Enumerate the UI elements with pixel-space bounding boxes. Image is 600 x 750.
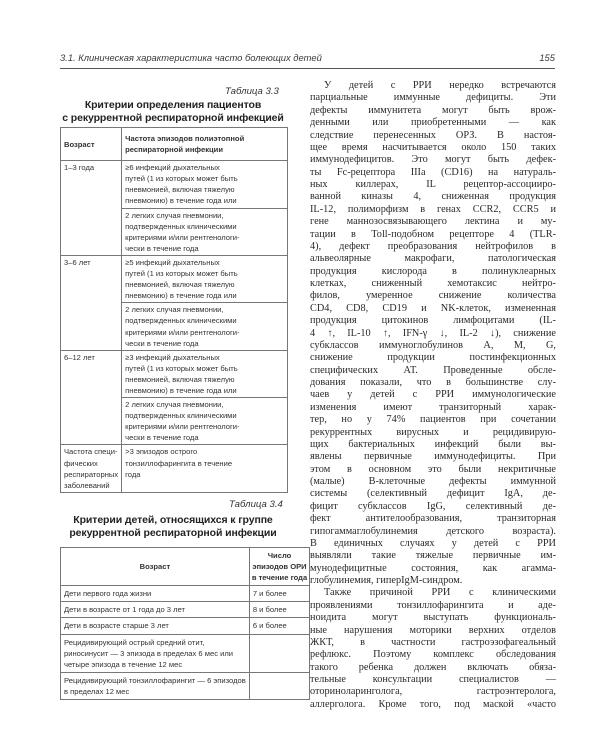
cell-line: пневмонию) в течение года или — [125, 385, 237, 395]
cell-line: Рецидивирующий тонзиллофарингит — 6 эпизодов — [64, 675, 246, 685]
text-line: иммунодефицитов. Это могут быть дефек- — [310, 154, 556, 166]
cell-line: пневмонией, включая тяжелую — [125, 280, 235, 290]
text-line: выявляли такие тяжелые первичные им- — [310, 550, 556, 562]
header-line: респираторной инфекции — [125, 145, 224, 155]
text-line: щих бактериальных инфекций были вы- — [310, 438, 556, 450]
text-line: альвеолярные макрофаги, патологическая — [310, 253, 556, 265]
cell-line: подтвержденных клиническими — [125, 221, 237, 231]
text-line: филов, умеренное снижение количества — [310, 290, 556, 302]
text-line: IL-12, полиморфизм в генах CCR2, CCR5 и — [310, 203, 556, 215]
cell-line: пневмонией, включая тяжелую — [125, 374, 235, 384]
table-3-4-title-line: Критерии детей, относящихся к группе — [73, 514, 273, 526]
cell-line: путей (1 из которых может быть — [125, 269, 238, 279]
text-line: 4 ↑, IL-10 ↑, IFN-γ ↓, IL-2 ↓), снижение — [310, 327, 556, 339]
table-row — [61, 161, 288, 208]
cell-line: Дети первого года жизни — [64, 589, 152, 599]
table-row — [61, 634, 310, 672]
column-header-frequency — [122, 128, 288, 161]
text-line: гипогаммаглобулинемия детского возраста). — [310, 525, 556, 537]
text-line: дования показали, что в большинстве слу- — [310, 377, 556, 388]
cell-line: Дети в возрасте старше 3 лет — [64, 621, 169, 631]
table-3-4-title — [60, 514, 286, 540]
text-line: такого ребенка должен включать обяза- — [310, 661, 556, 673]
text-line: чаев у детей с РРИ иммунологические — [310, 389, 556, 401]
text-line: специфических АТ. Проведенные обсле- — [310, 364, 556, 376]
cell-line: 2 легких случая пневмонии, — [125, 210, 224, 220]
table-row — [61, 672, 310, 699]
text-line: субклассов иммуноглобулинов A, M, G, — [310, 339, 556, 351]
table-3-3-title-line: с рекуррентной респираторной инфекцией — [62, 112, 284, 124]
text-line: ты Fc-рецептора IIIa (CD16) на натураль- — [310, 166, 556, 178]
table-row — [61, 586, 310, 602]
cell-line: критериями и/или рентгенологи- — [125, 327, 240, 337]
criterion-cell — [61, 672, 250, 699]
text-line: этом в основном это были некритичные — [310, 463, 556, 475]
table-row — [61, 350, 288, 397]
cell-line: 2 легких случая пневмонии, — [125, 305, 224, 315]
cell-line: 1–3 года — [64, 163, 95, 173]
table-3-4 — [60, 547, 310, 700]
column-header-count — [249, 548, 309, 586]
table-row — [61, 602, 310, 618]
table-3-3-body — [61, 161, 288, 493]
cell-line: подтвержденных клиническими — [125, 316, 237, 326]
text-line: ноидита могут выступать функциональ- — [310, 612, 556, 624]
text-line: проявлениями тонзиллофарингита и аде- — [310, 599, 556, 611]
criterion-cell — [61, 618, 250, 634]
body-text-column — [310, 80, 556, 711]
text-line: рефлюкс. Поэтому комплекс обследования — [310, 649, 556, 661]
header-line: в течение года — [251, 573, 308, 583]
text-line: клетках, сниженный хемотаксис нейтро- — [310, 278, 556, 289]
text-line: дефекты иммунитета могут быть врож- — [310, 104, 556, 116]
age-cell — [61, 161, 122, 256]
text-line: щее время насчитывается около 150 таких — [310, 141, 556, 153]
cell-line: Рецидивирующий острый средний отит, — [64, 637, 205, 647]
text-line: фект антителообразования, транзиторная — [310, 513, 556, 525]
text-line: фицит субклассов IgG, селективный де- — [310, 500, 556, 512]
table-row — [61, 255, 288, 302]
text-line: глобулинемия, гиперIgM-синдром. — [310, 575, 463, 586]
table-row — [61, 445, 288, 492]
cell-line: 2 легких случая пневмонии, — [125, 400, 224, 410]
cell-line: ≥3 инфекций дыхательных — [125, 352, 220, 362]
frequency-cell — [122, 350, 288, 397]
column-header-age: Возраст — [61, 548, 250, 586]
cell-line: подтвержденных клиническими — [125, 411, 237, 421]
cell-line: Дети в возрасте от 1 года до 3 лет — [64, 605, 186, 615]
cell-line: года — [125, 469, 141, 479]
body-paragraph — [310, 587, 556, 711]
text-line: У детей с РРИ нередко встречаются — [324, 80, 556, 91]
table-3-3-title — [60, 99, 286, 125]
cell-line: 3–6 лет — [64, 257, 91, 267]
text-line: явлены первичные иммунодефициты. При — [310, 451, 556, 463]
cell-line: чески в течение года — [125, 433, 199, 443]
cell-line: путей (1 из которых может быть — [125, 363, 238, 373]
frequency-cell — [122, 208, 288, 255]
cell-line: ≥6 инфекций дыхательных — [125, 163, 220, 173]
cell-line: критериями и/или рентгенологи- — [125, 232, 240, 242]
criterion-cell — [61, 602, 250, 618]
text-line: (малые) В-клеточные дефекты иммунной — [310, 476, 556, 487]
cell-line: Частота специ- — [64, 447, 118, 457]
frequency-cell — [122, 445, 288, 492]
text-line: ные нарушения моторики верхних отделов — [310, 624, 556, 636]
episodes-cell: 6 и более — [249, 618, 309, 634]
table-3-3-caption: Таблица 3.3 — [225, 86, 279, 97]
header-line: Частота эпизодов полиэтопной — [125, 134, 245, 143]
text-line: снижение продукции постинфекционных — [310, 352, 556, 364]
frequency-cell — [122, 398, 288, 445]
table-3-4-caption: Таблица 3.4 — [229, 499, 283, 510]
text-line: парциальные иммунные дефициты. Эти — [310, 92, 556, 104]
text-line: тельные консультации специалистов — — [310, 674, 556, 685]
text-line: гене маннозосвязывающего лектина и му- — [310, 216, 556, 228]
cell-line: путей (1 из которых может быть — [125, 174, 238, 184]
text-line: аллерголога. Кроме того, под маской «часто — [310, 698, 556, 710]
cell-line: чески в течение года — [125, 338, 199, 348]
cell-line: фических — [64, 458, 98, 468]
text-line: продукция кислорода в полинуклеарных — [310, 265, 556, 277]
age-cell — [61, 445, 122, 492]
cell-line: ≥5 инфекций дыхательных — [125, 257, 220, 267]
column-header-age: Возраст — [61, 128, 122, 161]
table-3-4-title-line: рекуррентной респираторной инфекции — [69, 527, 277, 539]
frequency-cell — [122, 161, 288, 208]
cell-line: четыре эпизода в течение 12 мес — [64, 659, 183, 669]
running-header — [60, 52, 555, 68]
episodes-cell — [249, 672, 309, 699]
text-line: 4), дефект преобразования нейтрофилов в — [310, 240, 556, 252]
cell-line: в пределах 12 мес — [64, 686, 130, 696]
criterion-cell — [61, 634, 250, 672]
cell-line: риносинусит — 3 эпизода в пределах 6 мес или — [64, 648, 234, 658]
text-line: денными или приобретенными — как — [310, 117, 556, 129]
age-cell — [61, 350, 122, 445]
age-cell — [61, 255, 122, 350]
cell-line: >3 эпизодов острого — [125, 447, 198, 457]
chapter-title: 3.1. Клиническая характеристика часто болеющих детей — [60, 52, 322, 63]
cell-line: пневмонию) в течение года или — [125, 291, 237, 301]
text-line: В единичных случаях у детей с РРИ — [310, 537, 556, 549]
cell-line: заболеваний — [64, 480, 110, 490]
cell-line: тонзиллофарингита в течение — [125, 458, 233, 468]
text-line: тации в Toll-подобном рецепторе 4 (TLR- — [310, 228, 556, 240]
text-line: ных киллерах, IL рецептор-ассоцииро- — [310, 179, 556, 190]
text-line: ЖКТ, в частности гастроэзофагеальный — [310, 636, 556, 648]
table-3-3 — [60, 127, 288, 493]
text-line: CD4, CD8, CD19 и NK-клеток, измененная — [310, 302, 556, 314]
episodes-cell: 8 и более — [249, 602, 309, 618]
header-line: эпизодов ОРИ — [252, 562, 307, 572]
header-line: Число — [267, 551, 292, 560]
text-line: ванной киназы 4, сниженная продукция — [310, 191, 556, 203]
table-3-4-body — [61, 586, 310, 700]
frequency-cell — [122, 303, 288, 350]
frequency-cell — [122, 255, 288, 302]
episodes-cell: 7 и более — [249, 586, 309, 602]
text-line: тер, но у 74% пациентов при сочетании — [310, 414, 556, 426]
text-line: мунодефицитные состояния, как агамма- — [310, 562, 556, 574]
text-line: продукция цитокинов лимфоцитами (IL- — [310, 315, 556, 327]
table-row — [61, 618, 310, 634]
page-number: 155 — [539, 52, 555, 63]
cell-line: чески в течение года — [125, 243, 199, 253]
table-header-row — [61, 548, 310, 586]
cell-line: пневмонию) в течение года или — [125, 196, 237, 206]
cell-line: критериями и/или рентгенологи- — [125, 422, 240, 432]
header-rule — [60, 68, 555, 69]
text-line: системы (селективный дефицит IgA, де- — [310, 488, 556, 500]
criterion-cell — [61, 586, 250, 602]
table-header-row — [61, 128, 288, 161]
text-line: изменения имеют транзиторный харак- — [310, 401, 556, 413]
cell-line: 6–12 лет — [64, 352, 95, 362]
text-line: следствие перенесенных ОРЗ. В настоя- — [310, 129, 556, 141]
episodes-cell — [249, 634, 309, 672]
text-line: оториноларинголога, гастроэнтеролога, — [310, 686, 556, 698]
cell-line: пневмонией, включая тяжелую — [125, 185, 235, 195]
cell-line: респираторных — [64, 469, 119, 479]
text-line: Также причиной РРИ с клиническими — [324, 587, 556, 599]
table-3-3-title-line: Критерии определения пациентов — [84, 99, 262, 111]
text-line: рекуррентных вирусных и рецидивирую- — [310, 426, 556, 438]
body-paragraph — [310, 80, 556, 587]
